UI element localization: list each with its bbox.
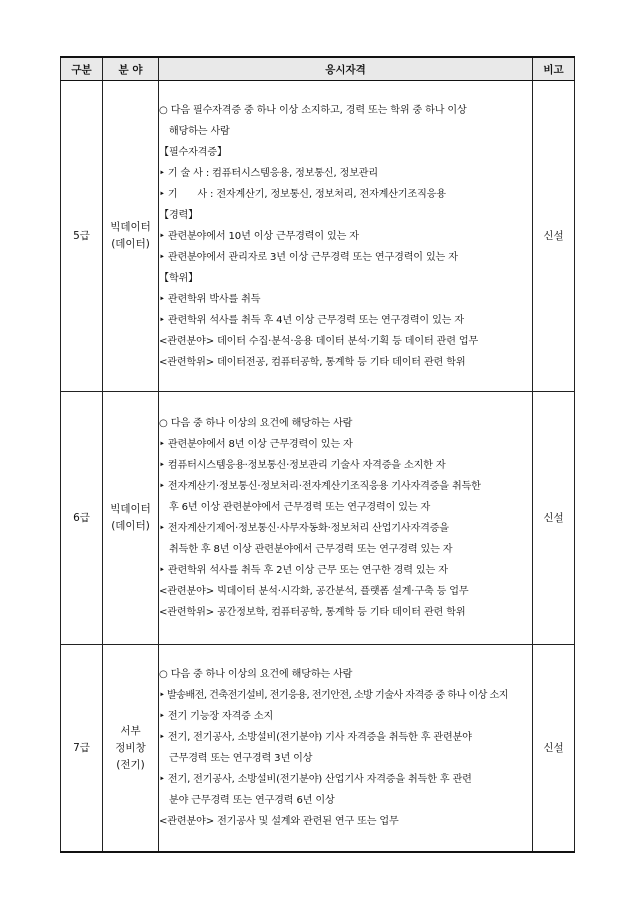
qualification-line: ‣ 발송배전, 건축전기설비, 전기응용, 전기안전, 소방 기술사 자격증 중 하나 이상 소지 xyxy=(159,690,508,701)
qualification-line: 근무경력 또는 연구경력 3년 이상 xyxy=(169,753,313,764)
qualification-line: ‣ 전기, 전기공사, 소방설비(전기분야) 기사 자격증을 취득한 후 관련분야 xyxy=(159,732,472,743)
qualification-line: ‣ 컴퓨터시스템응용·정보통신·정보관리 기술사 자격증을 소지한 자 xyxy=(159,460,446,471)
grade-cell: 7급 xyxy=(61,645,103,853)
qualification-line: ‣ 관련학위 석사를 취득 후 4년 이상 근무경력 또는 연구경력이 있는 자 xyxy=(159,314,464,326)
grade-cell: 6급 xyxy=(61,392,103,645)
grade-cell: 5급 xyxy=(61,81,103,392)
qualification-line: 취득한 후 8년 이상 관련분야에서 근무경력 또는 연구경력 있는 자 xyxy=(169,544,453,555)
qualification-line: ‣ 전기, 전기공사, 소방설비(전기분야) 산업기사 자격증을 취득한 후 관련 xyxy=(159,774,472,785)
qualification-line: ‣ 기 사 : 전자계산기, 정보통신, 정보처리, 전자계산기조직응용 xyxy=(159,188,446,200)
qualification-line: <관련분야> 데이터 수집·분석·응용 데이터 분석·기획 등 데이터 관련 업무 xyxy=(159,335,479,347)
qualification-line: ‣ 관련분야에서 8년 이상 근무경력이 있는 자 xyxy=(159,439,353,450)
note-cell: 신설 xyxy=(533,392,575,645)
header-row xyxy=(61,57,575,81)
header-note: 비고 xyxy=(533,57,575,81)
table-row xyxy=(61,81,575,392)
qualification-line: 해당하는 사람 xyxy=(169,125,230,137)
note-cell: 신설 xyxy=(533,81,575,392)
qualification-line: ○ 다음 중 하나 이상의 요건에 해당하는 사람 xyxy=(159,669,353,680)
section-heading: 【학위】 xyxy=(159,272,199,284)
qualification-cell xyxy=(159,392,533,645)
field-line: (전기) xyxy=(116,758,145,771)
qualification-table xyxy=(60,56,575,853)
qualification-line: ○ 다음 중 하나 이상의 요건에 해당하는 사람 xyxy=(159,418,353,429)
qualification-line: ‣ 관련학위 석사를 취득 후 2년 이상 근무 또는 연구한 경력 있는 자 xyxy=(159,565,448,576)
field-line: (데이터) xyxy=(111,238,150,250)
note-cell: 신설 xyxy=(533,645,575,853)
table-row xyxy=(61,392,575,645)
header-grade: 구분 xyxy=(61,57,103,81)
field-line: 서부 xyxy=(120,724,141,737)
qualification-line: ‣ 기 술 사 : 컴퓨터시스템응용, 정보통신, 정보관리 xyxy=(159,167,378,179)
header-qualification: 응시자격 xyxy=(159,57,533,81)
field-cell xyxy=(103,392,159,645)
field-line: 빅데이터 xyxy=(110,503,151,515)
field-line: 정비창 xyxy=(115,741,146,754)
header-field: 분 야 xyxy=(103,57,159,81)
qualification-line: ‣ 전기 기능장 자격증 소지 xyxy=(159,711,274,722)
qualification-line: ‣ 관련학위 박사를 취득 xyxy=(159,293,261,305)
qualification-line: <관련학위> 데이터전공, 컴퓨터공학, 통계학 등 기타 데이터 관련 학위 xyxy=(159,356,466,368)
section-heading: 【필수자격증】 xyxy=(159,146,227,158)
qualification-line: ‣ 관련분야에서 관리자로 3년 이상 근무경력 또는 연구경력이 있는 자 xyxy=(159,251,458,263)
qualification-cell xyxy=(159,81,533,392)
qualification-line: <관련분야> 전기공사 및 설계와 관련된 연구 또는 업무 xyxy=(159,816,399,827)
qualification-line: 후 6년 이상 관련분야에서 근무경력 또는 연구경력이 있는 자 xyxy=(169,502,431,513)
qualification-line: ‣ 관련분야에서 10년 이상 근무경력이 있는 자 xyxy=(159,230,359,242)
section-heading: 【경력】 xyxy=(159,209,199,221)
qualification-line: ‣ 전자계산기·정보통신·정보처리·전자계산기조직응용 기사자격증을 취득한 xyxy=(159,481,481,492)
qualification-line: <관련학위> 공간정보학, 컴퓨터공학, 통계학 등 기타 데이터 관련 학위 xyxy=(159,607,466,618)
qualification-line: ○ 다음 필수자격증 중 하나 이상 소지하고, 경력 또는 학위 중 하나 이상 xyxy=(159,104,467,116)
qualification-cell xyxy=(159,645,533,853)
field-line: (데이터) xyxy=(111,520,150,532)
field-line: 빅데이터 xyxy=(110,221,151,233)
field-cell xyxy=(103,81,159,392)
qualification-line: 분야 근무경력 또는 연구경력 6년 이상 xyxy=(169,795,335,806)
qualification-line: <관련분야> 빅데이터 분석·시각화, 공간분석, 플랫폼 설계·구축 등 업무 xyxy=(159,586,469,597)
qualification-line: ‣ 전자계산기제어·정보통신·사무자동화·정보처리 산업기사자격증을 xyxy=(159,523,449,534)
field-cell xyxy=(103,645,159,853)
table-row xyxy=(61,645,575,853)
